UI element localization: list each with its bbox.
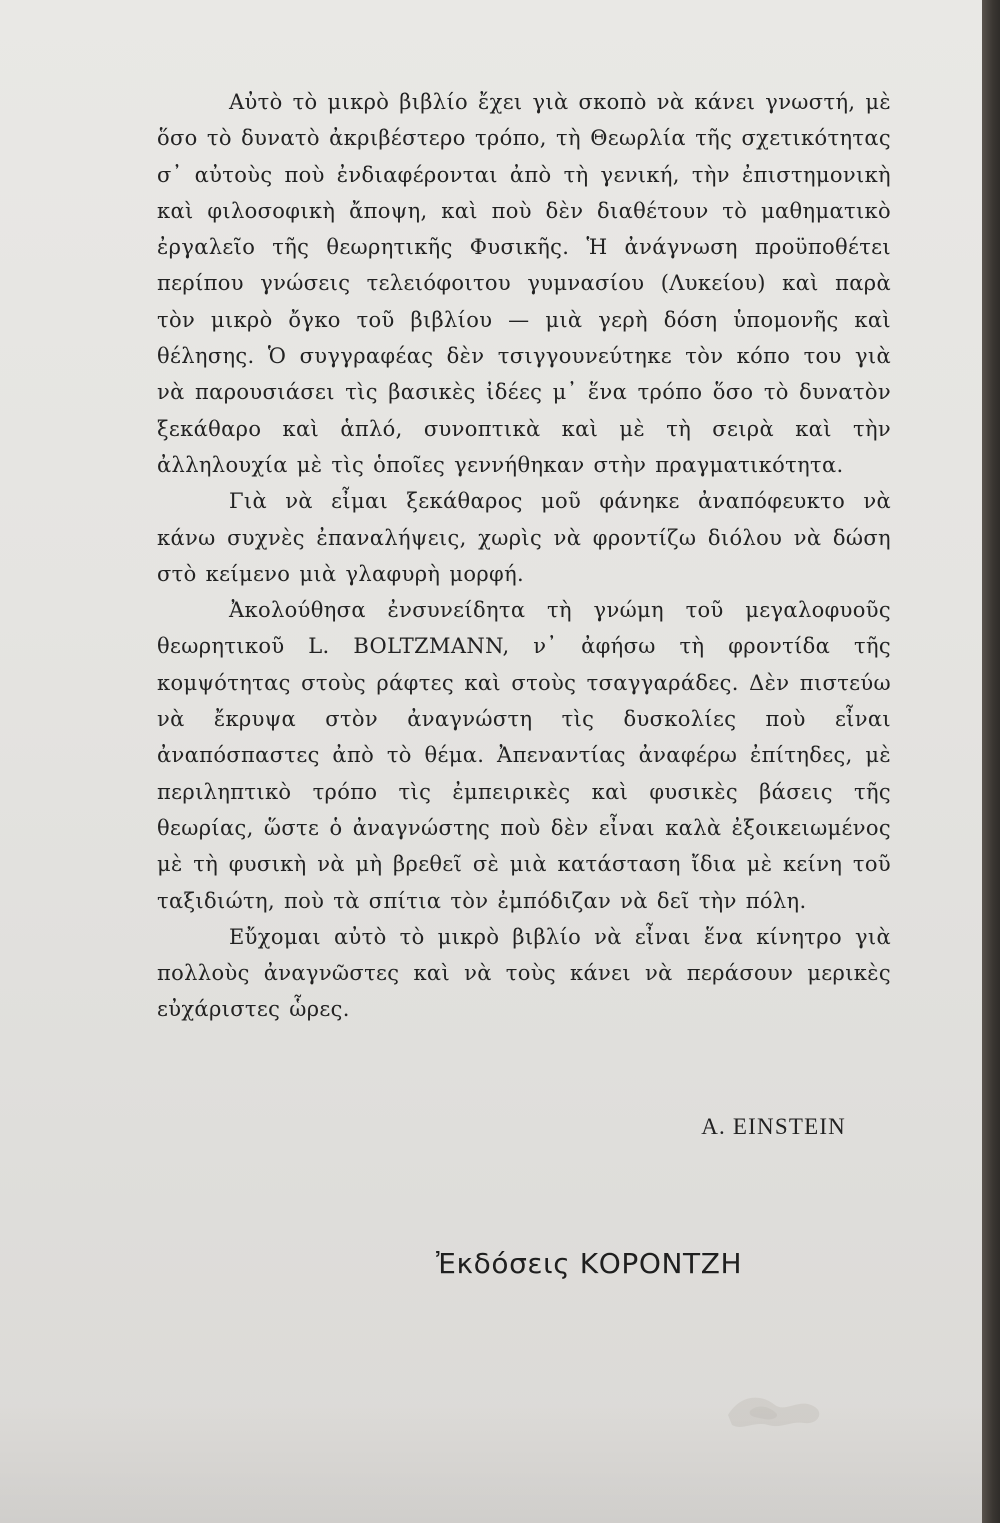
foreword-paragraph: Ἀκολούθησα ἐνσυνείδητα τὴ γνώμη τοῦ μεγαλοφυοῦς θεωρητικοῦ L. BOLTZMANN, ν᾽ ἀφήσω τὴ φροντίδα τῆς κομψότητας στοὺς ράφτες καὶ στοὺς τσαγγαράδες. Δὲν πιστεύω νὰ ἔκρυψα στὸν ἀναγνώστη τὶς δυσκολίες ποὺ εἶναι ἀναπόσπαστες ἀπὸ τὸ θέμα. Ἀπεναντίας ἀναφέρω ἐπίτηδες, μὲ περιληπτικὸ τρόπο τὶς ἐμπειρικὲς καὶ φυσικὲς βάσεις τῆς θεωρίας, ὥστε ὁ ἀναγνώστης ποὺ δὲν εἶναι καλὰ ἐξοικειωμένος μὲ τὴ φυσικὴ νὰ μὴ βρεθεῖ σὲ μιὰ κατάσταση ἴδια μὲ κείνη τοῦ ταξιδιώτη, ποὺ τὰ σπίτια τὸν ἐμπόδιζαν νὰ δεῖ τὴν πόλη. xyxy=(157,598,891,913)
paper-wear-mark xyxy=(720,1385,830,1435)
paper-shading xyxy=(0,1403,982,1523)
author-signature: A. EINSTEIN xyxy=(701,1114,846,1139)
foreword-text xyxy=(157,84,891,1028)
foreword-paragraph: Γιὰ νὰ εἶμαι ξεκάθαρος μοῦ φάνηκε ἀναπόφευκτο νὰ κάνω συχνὲς ἐπαναλήψεις, χωρὶς νὰ φροντίζω διόλου νὰ δώση στὸ κείμενο μιὰ γλαφυρὴ μορφή. xyxy=(157,489,891,586)
foreword-paragraph: Αὐτὸ τὸ μικρὸ βιβλίο ἔχει γιὰ σκοπὸ νὰ κάνει γνωστή, μὲ ὅσο τὸ δυνατὸ ἀκριβέστερο τρόπο, τὴ Θεωρλία τῆς σχετικότητας σ᾽ αὐτοὺς ποὺ ἐνδιαφέρονται ἀπὸ τὴ γενική, τὴν ἐπιστημονικὴ καὶ φιλοσοφικὴ ἄποψη, καὶ ποὺ δὲν διαθέτουν τὸ μαθηματικὸ ἐργαλεῖο τῆς θεωρητικῆς Φυσικῆς. Ἡ ἀνάγνωση προϋποθέτει περίπου γνώσεις τελειόφοιτου γυμνασίου (Λυκείου) καὶ παρὰ τὸν μικρὸ ὄγκο τοῦ βιβλίου — μιὰ γερὴ δόση ὑπομονῆς καὶ θέλησης. Ὁ συγγραφέας δὲν τσιγγουνεύτηκε τὸν κόπο του γιὰ νὰ παρουσιάσει τὶς βασικὲς ἰδέες μ᾽ ἕνα τρόπο ὅσο τὸ δυνατὸν ξεκάθαρο καὶ ἁπλό, συνοπτικὰ καὶ μὲ τὴ σειρὰ καὶ τὴν ἀλληλουχία μὲ τὶς ὁποῖες γεννήθηκαν στὴν πραγματικότητα. xyxy=(157,90,891,477)
publisher-name: Ἐκδόσεις ΚΟΡΟΝΤΖΗ xyxy=(436,1247,743,1280)
background-surface xyxy=(982,0,1000,1523)
foreword-paragraph: Εὔχομαι αὐτὸ τὸ μικρὸ βιβλίο νὰ εἶναι ἕνα κίνητρο γιὰ πολλοὺς ἀναγνῶστες καὶ νὰ τοὺς κάνει νὰ περάσουν μερικὲς εὐχάριστες ὧρες. xyxy=(157,924,891,1022)
